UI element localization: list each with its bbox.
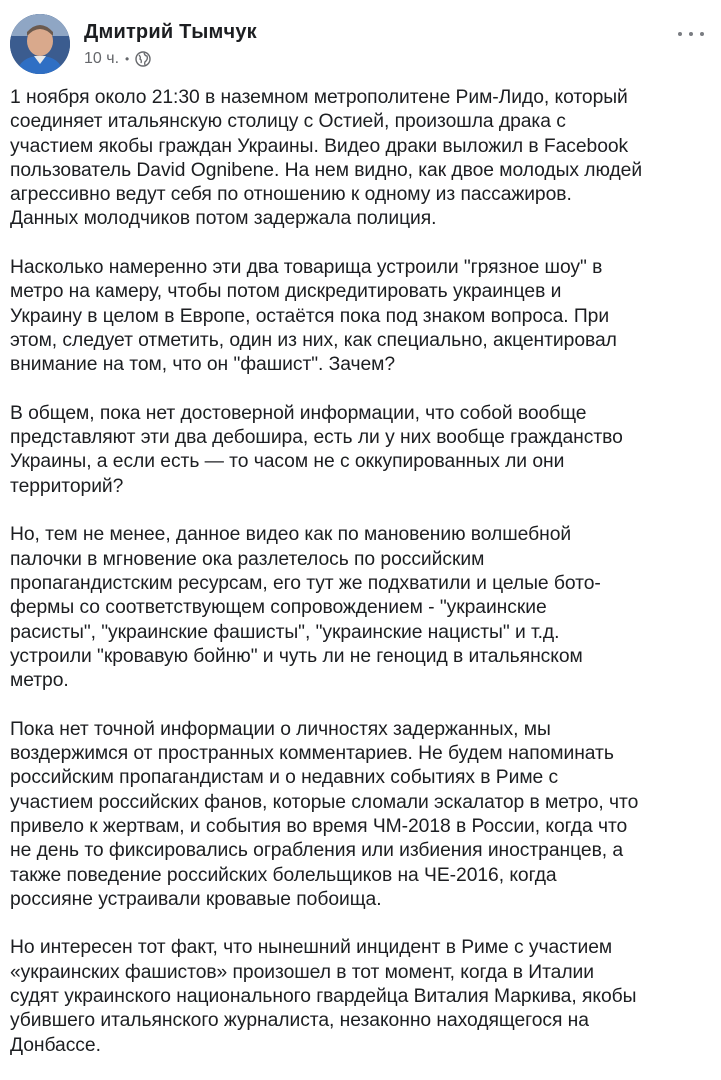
post-paragraph: Пока нет точной информации о личностях задержанных, мы воздержимся от пространных комментариев. Не будем напоминать российским пропагандистам и о недавних событиях в Риме с участием российских фанов, которые сломали эскалатор в метро, что привело к жертвам, и события во время ЧМ-2018 в России, когда что не день то фиксировались ограбления или избиения иностранцев, а также поведение российских болельщиков на ЧЕ-2016, когда россияне устраивали кровавые побоища. xyxy=(10,718,639,910)
post-meta xyxy=(84,50,151,68)
post-header xyxy=(10,14,710,78)
author-name[interactable]: Дмитрий Тымчук xyxy=(84,21,257,43)
more-options-icon[interactable] xyxy=(678,28,704,40)
more-dot-icon xyxy=(700,32,704,36)
post-timestamp[interactable]: 10 ч. xyxy=(84,50,120,67)
more-dot-icon xyxy=(689,32,693,36)
post-paragraph: В общем, пока нет достоверной информации, что собой вообще представляют эти два дебошира, есть ли у них вообще гражданство Украины, а если есть — то часом не с оккупированных ли они территорий? xyxy=(10,402,623,497)
globe-icon[interactable] xyxy=(135,51,151,67)
more-dot-icon xyxy=(678,32,682,36)
post-paragraph: 1 ноября около 21:30 в наземном метрополитене Рим-Лидо, который соединяет итальянскую столицу с Остией, произошла драка с участием якобы граждан Украины. Видео драки выложил в Facebook пользователь David Ognibene. На нем видно, как двое молодых людей агрессивно ведут себя по отношению к одному из пассажиров. Данных молодчиков потом задержала полиция. xyxy=(10,87,643,230)
post-body xyxy=(10,86,718,1080)
post-paragraph: Но, тем не менее, данное видео как по мановению волшебной палочки в мгновение ока разлетелось по российским пропагандистским ресурсам, его тут же подхватили и целые бото- фермы со соответствующем сопровождением - "украинские расисты", "украинские фашисты", "украинские нацисты" и т.д. устроили "кровавую бойню" и чуть ли не геноцид в итальянском метро. xyxy=(10,524,601,692)
post-paragraph: Насколько намеренно эти два товарища устроили "грязное шоу" в метро на камеру, чтобы потом дискредитировать украинцев и Украину в целом в Европе, остаётся пока под знаком вопроса. При этом, следует отметить, один из них, как специально, акцентировал внимание на том, что он "фашист". Зачем? xyxy=(10,257,617,376)
meta-separator: • xyxy=(125,52,130,66)
post-paragraph: Но интересен тот факт, что нынешний инцидент в Риме с участием «украинских фашистов» произошел в тот момент, когда в Италии судят украинского национального гвардейца Виталия Маркива, якобы убившего итальянского журналиста, незаконно находящегося на Донбассе. xyxy=(10,937,637,1056)
avatar[interactable] xyxy=(10,14,70,74)
